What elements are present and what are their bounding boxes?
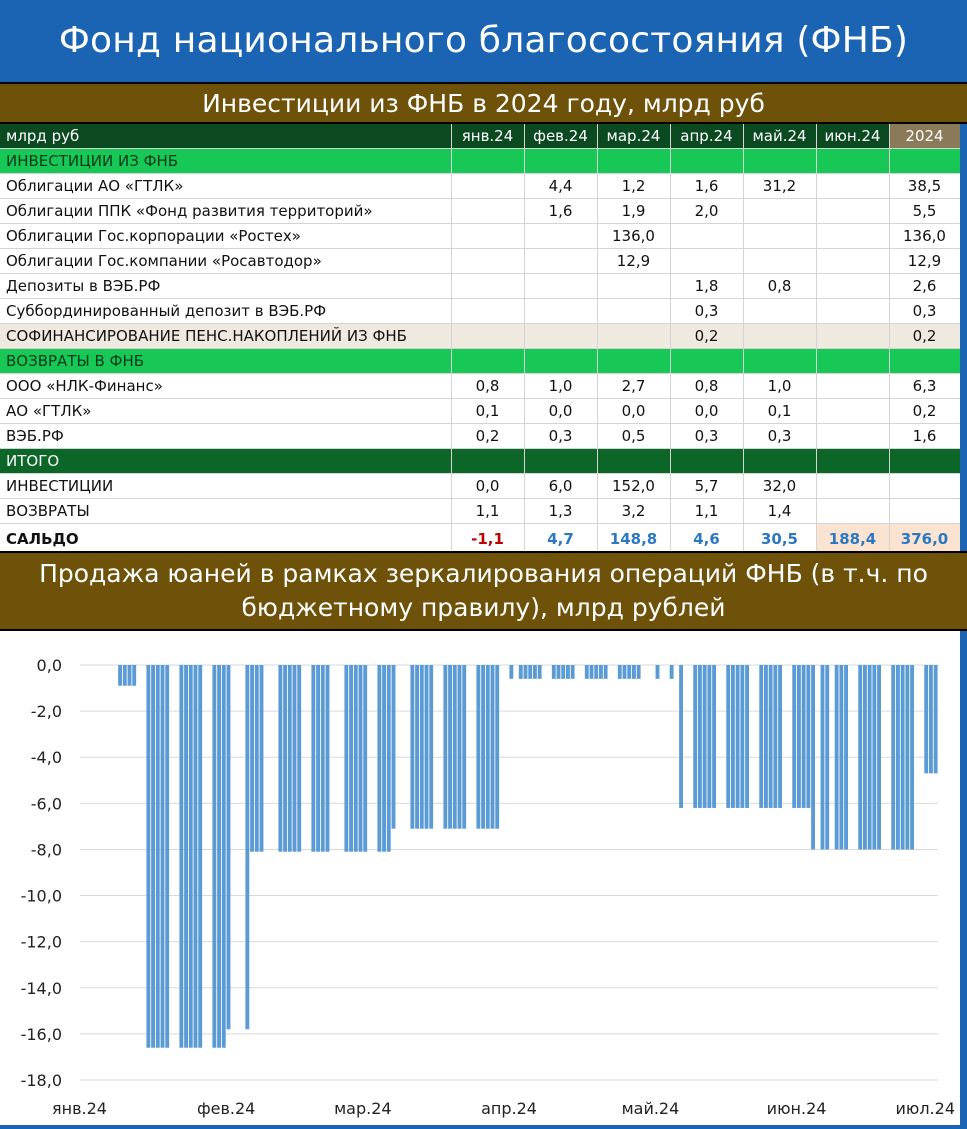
table-row — [0, 499, 960, 524]
bar — [212, 665, 216, 1048]
table-row-section — [0, 349, 960, 374]
column-header-month: апр.24 — [670, 124, 743, 149]
bar — [868, 665, 872, 849]
bar — [594, 665, 598, 679]
table-row — [0, 224, 960, 249]
bar — [858, 665, 862, 849]
bar — [288, 665, 292, 852]
bar — [773, 665, 777, 808]
bar — [528, 665, 532, 679]
table-cell: 1,1 — [451, 499, 524, 524]
bar — [561, 665, 565, 679]
chart-title: Продажа юаней в рамках зеркалирования операций ФНБ (в т.ч. по бюджетному правилу), млрд рублей — [0, 551, 967, 631]
table-cell — [524, 349, 597, 374]
table-cell — [451, 224, 524, 249]
bar — [707, 665, 711, 808]
bar — [764, 665, 768, 808]
y-tick-label: -4,0 — [30, 748, 62, 768]
bar — [297, 665, 301, 852]
bar — [123, 665, 127, 686]
bar — [198, 665, 202, 1048]
table-cell: 1,6 — [524, 199, 597, 224]
table-cell — [451, 324, 524, 349]
bar — [863, 665, 867, 849]
row-label: ИНВЕСТИЦИИ ИЗ ФНБ — [0, 149, 451, 174]
row-label: ООО «НЛК-Финанс» — [0, 374, 451, 399]
table-cell: 136,0 — [597, 224, 670, 249]
bar — [283, 665, 287, 852]
bar — [679, 665, 683, 808]
table-cell: 5,5 — [889, 199, 960, 224]
table-row — [0, 399, 960, 424]
table-cell: 1,6 — [670, 174, 743, 199]
table-cell — [743, 224, 816, 249]
table-cell: 2,0 — [670, 199, 743, 224]
table-cell — [451, 299, 524, 324]
bar — [250, 665, 254, 852]
table-cell: 1,4 — [743, 499, 816, 524]
table-cell: -1,1 — [451, 524, 524, 552]
bar — [571, 665, 575, 679]
bar — [458, 665, 462, 829]
table-cell: 0,3 — [670, 299, 743, 324]
table-cell — [597, 274, 670, 299]
table-cell — [816, 474, 889, 499]
row-label: Облигации Гос.компании «Росавтодор» — [0, 249, 451, 274]
row-label: ВОЗВРАТЫ — [0, 499, 451, 524]
bar — [217, 665, 221, 1048]
table-cell — [524, 224, 597, 249]
bar — [179, 665, 183, 1048]
bar — [632, 665, 636, 679]
table-cell: 0,3 — [524, 424, 597, 449]
x-tick-label: янв.24 — [52, 1099, 107, 1118]
table-cell — [524, 249, 597, 274]
bar — [278, 665, 282, 852]
bar — [151, 665, 155, 1048]
bar — [604, 665, 608, 679]
bar — [552, 665, 556, 679]
y-tick-label: -14,0 — [20, 978, 62, 998]
bar — [524, 665, 528, 679]
bar — [896, 665, 900, 849]
table-row — [0, 474, 960, 499]
bar — [344, 665, 348, 852]
bar — [731, 665, 735, 808]
bar — [811, 665, 815, 849]
column-header-month: июн.24 — [816, 124, 889, 149]
table-cell — [816, 399, 889, 424]
table-cell — [743, 299, 816, 324]
page-title: Фонд национального благосостояния (ФНБ) — [58, 19, 909, 61]
bar — [486, 665, 490, 829]
table-cell: 0,1 — [451, 399, 524, 424]
table-cell: 376,0 — [889, 524, 960, 552]
column-header-month: май.24 — [743, 124, 816, 149]
bar — [222, 665, 226, 1048]
y-tick-label: -16,0 — [20, 1024, 62, 1044]
bar — [797, 665, 801, 808]
table-cell: 0,3 — [743, 424, 816, 449]
table-cell — [816, 274, 889, 299]
bar — [326, 665, 330, 852]
bar — [293, 665, 297, 852]
table-cell: 6,0 — [524, 474, 597, 499]
bar — [519, 665, 523, 679]
table-cell: 0,0 — [451, 474, 524, 499]
bar — [165, 665, 169, 1048]
investments-table — [0, 124, 960, 551]
table-cell: 1,6 — [889, 424, 960, 449]
bar — [712, 665, 716, 808]
table-cell: 2,6 — [889, 274, 960, 299]
bar — [128, 665, 132, 686]
table-cell — [597, 449, 670, 474]
table-cell — [451, 274, 524, 299]
bar — [618, 665, 622, 679]
table-row — [0, 199, 960, 224]
bar — [533, 665, 537, 679]
bar — [429, 665, 433, 829]
bar — [349, 665, 353, 852]
x-tick-label: май.24 — [621, 1099, 680, 1118]
table-cell: 4,6 — [670, 524, 743, 552]
yuan-sales-chart — [0, 631, 960, 1125]
bar — [839, 665, 843, 849]
bar — [194, 665, 198, 1048]
bar — [491, 665, 495, 829]
table-cell — [816, 149, 889, 174]
bar — [835, 665, 839, 849]
bar — [420, 665, 424, 829]
row-label: ИНВЕСТИЦИИ — [0, 474, 451, 499]
table-cell: 0,3 — [889, 299, 960, 324]
table-cell — [889, 349, 960, 374]
table-cell — [451, 349, 524, 374]
table-cell — [670, 349, 743, 374]
table-cell: 0,8 — [670, 374, 743, 399]
bar — [443, 665, 447, 829]
bar — [118, 665, 122, 686]
column-header-month: фев.24 — [524, 124, 597, 149]
table-cell: 0,2 — [670, 324, 743, 349]
bar — [825, 665, 829, 849]
bar — [410, 665, 414, 829]
row-label: СОФИНАНСИРОВАНИЕ ПЕНС.НАКОПЛЕНИЙ ИЗ ФНБ — [0, 324, 451, 349]
bar — [778, 665, 782, 808]
bar — [146, 665, 150, 1048]
bar — [929, 665, 933, 773]
table-cell: 0,2 — [889, 324, 960, 349]
table-row — [0, 274, 960, 299]
table-cell: 3,2 — [597, 499, 670, 524]
table-cell: 1,0 — [743, 374, 816, 399]
bar — [453, 665, 457, 829]
column-header-label: млрд руб — [0, 124, 451, 149]
table-cell — [743, 199, 816, 224]
table-cell: 1,0 — [524, 374, 597, 399]
bar — [462, 665, 466, 829]
table-cell: 148,8 — [597, 524, 670, 552]
y-tick-label: -10,0 — [20, 886, 62, 906]
column-header-month: янв.24 — [451, 124, 524, 149]
table-cell — [816, 449, 889, 474]
table-cell: 12,9 — [597, 249, 670, 274]
table-cell — [451, 149, 524, 174]
table-row-highlight — [0, 324, 960, 349]
table-cell: 188,4 — [816, 524, 889, 552]
table-cell — [743, 149, 816, 174]
table-cell — [816, 174, 889, 199]
y-tick-label: -18,0 — [20, 1071, 62, 1090]
table-cell — [670, 149, 743, 174]
table-cell — [743, 324, 816, 349]
bar — [637, 665, 641, 679]
bar — [740, 665, 744, 808]
table-cell: 0,8 — [451, 374, 524, 399]
bar — [448, 665, 452, 829]
bar — [415, 665, 419, 829]
table-cell — [597, 149, 670, 174]
bar — [806, 665, 810, 808]
bar — [792, 665, 796, 808]
bar — [132, 665, 136, 686]
investments-table-container — [0, 124, 960, 551]
table-cell — [816, 249, 889, 274]
table-cell — [816, 299, 889, 324]
row-label: САЛЬДО — [0, 524, 451, 552]
bar — [901, 665, 905, 849]
table-cell — [816, 349, 889, 374]
bar — [656, 665, 660, 679]
table-cell — [524, 324, 597, 349]
bar — [599, 665, 603, 679]
bar — [736, 665, 740, 808]
bar — [392, 665, 396, 829]
bar — [627, 665, 631, 679]
table-cell: 4,4 — [524, 174, 597, 199]
table-cell — [597, 324, 670, 349]
table-cell — [451, 174, 524, 199]
bar — [509, 665, 513, 679]
row-label: Облигации ППК «Фонд развития территорий» — [0, 199, 451, 224]
y-tick-label: -12,0 — [20, 932, 62, 952]
row-label: Депозиты в ВЭБ.РФ — [0, 274, 451, 299]
table-cell — [743, 449, 816, 474]
table-cell: 1,9 — [597, 199, 670, 224]
row-label: Облигации АО «ГТЛК» — [0, 174, 451, 199]
table-cell: 0,2 — [451, 424, 524, 449]
bar — [590, 665, 594, 679]
table-cell: 136,0 — [889, 224, 960, 249]
bar — [934, 665, 938, 773]
bar — [802, 665, 806, 808]
bar — [670, 665, 674, 679]
table-title: Инвестиции из ФНБ в 2024 году, млрд руб — [0, 82, 967, 124]
table-cell — [816, 499, 889, 524]
bar — [872, 665, 876, 849]
table-cell: 30,5 — [743, 524, 816, 552]
table-cell: 1,1 — [670, 499, 743, 524]
bar — [557, 665, 561, 679]
bar — [354, 665, 358, 852]
table-cell — [597, 349, 670, 374]
table-cell: 0,2 — [889, 399, 960, 424]
table-cell — [670, 249, 743, 274]
bar — [161, 665, 165, 1048]
bar — [387, 665, 391, 852]
x-tick-label: фев.24 — [196, 1099, 256, 1118]
bar — [184, 665, 188, 1048]
table-cell: 5,7 — [670, 474, 743, 499]
table-cell: 12,9 — [889, 249, 960, 274]
table-cell — [889, 449, 960, 474]
table-cell: 6,3 — [889, 374, 960, 399]
table-cell: 31,2 — [743, 174, 816, 199]
y-tick-label: 0,0 — [36, 656, 62, 675]
table-cell: 2,7 — [597, 374, 670, 399]
bar — [359, 665, 363, 852]
table-cell: 0,5 — [597, 424, 670, 449]
x-tick-label: июн.24 — [766, 1099, 827, 1118]
table-cell — [889, 474, 960, 499]
bar — [481, 665, 485, 829]
bar — [726, 665, 730, 808]
bar — [363, 665, 367, 852]
bar — [311, 665, 315, 852]
bar — [703, 665, 707, 808]
table-cell — [743, 349, 816, 374]
table-cell: 152,0 — [597, 474, 670, 499]
bar — [905, 665, 909, 849]
table-cell — [670, 224, 743, 249]
bar — [759, 665, 763, 808]
table-cell — [524, 149, 597, 174]
bar — [566, 665, 570, 679]
table-cell — [597, 299, 670, 324]
column-header-year: 2024 — [889, 124, 960, 149]
table-cell: 32,0 — [743, 474, 816, 499]
x-tick-label: июл.24 — [895, 1099, 955, 1118]
table-cell: 0,8 — [743, 274, 816, 299]
y-tick-label: -6,0 — [30, 794, 62, 814]
bar — [698, 665, 702, 808]
table-cell — [451, 249, 524, 274]
table-cell: 1,8 — [670, 274, 743, 299]
bar — [260, 665, 264, 852]
bar — [156, 665, 160, 1048]
table-cell — [816, 374, 889, 399]
table-cell — [816, 199, 889, 224]
y-tick-label: -8,0 — [30, 840, 62, 860]
bar — [316, 665, 320, 852]
row-label: ИТОГО — [0, 449, 451, 474]
table-cell — [816, 424, 889, 449]
table-cell: 38,5 — [889, 174, 960, 199]
bar — [245, 665, 249, 1029]
bar — [495, 665, 499, 829]
table-cell — [816, 324, 889, 349]
row-label: ВОЗВРАТЫ В ФНБ — [0, 349, 451, 374]
table-cell: 4,7 — [524, 524, 597, 552]
row-label: Облигации Гос.корпорации «Ростех» — [0, 224, 451, 249]
table-row-saldo — [0, 524, 960, 552]
table-row-section — [0, 149, 960, 174]
table-row — [0, 299, 960, 324]
bar — [844, 665, 848, 849]
table-cell: 0,0 — [524, 399, 597, 424]
bar — [538, 665, 542, 679]
bar — [227, 665, 231, 1029]
table-row — [0, 424, 960, 449]
bar — [321, 665, 325, 852]
bar — [769, 665, 773, 808]
table-cell — [743, 249, 816, 274]
bar — [382, 665, 386, 852]
table-cell — [451, 449, 524, 474]
table-row-section-dark — [0, 449, 960, 474]
y-tick-label: -2,0 — [30, 702, 62, 722]
table-cell — [889, 149, 960, 174]
table-row — [0, 374, 960, 399]
table-cell: 0,0 — [597, 399, 670, 424]
table-cell: 0,1 — [743, 399, 816, 424]
bar — [585, 665, 589, 679]
bar — [910, 665, 914, 849]
x-tick-label: мар.24 — [334, 1099, 392, 1118]
table-cell: 1,3 — [524, 499, 597, 524]
bar — [476, 665, 480, 829]
table-cell — [451, 199, 524, 224]
x-tick-label: апр.24 — [481, 1099, 537, 1118]
row-label: АО «ГТЛК» — [0, 399, 451, 424]
table-row — [0, 249, 960, 274]
column-header-month: мар.24 — [597, 124, 670, 149]
table-header-row — [0, 124, 960, 149]
chart-container — [0, 631, 960, 1125]
row-label: Суббординированный депозит в ВЭБ.РФ — [0, 299, 451, 324]
bar — [891, 665, 895, 849]
table-cell: 0,3 — [670, 424, 743, 449]
table-cell — [670, 449, 743, 474]
bar — [745, 665, 749, 808]
bar — [821, 665, 825, 849]
table-cell — [524, 299, 597, 324]
bar — [425, 665, 429, 829]
table-cell: 1,2 — [597, 174, 670, 199]
table-row — [0, 174, 960, 199]
table-cell: 0,0 — [670, 399, 743, 424]
table-cell — [524, 274, 597, 299]
table-cell — [524, 449, 597, 474]
bar — [877, 665, 881, 849]
bar — [255, 665, 259, 852]
table-cell — [889, 499, 960, 524]
bar — [189, 665, 193, 1048]
bar — [924, 665, 928, 773]
bar — [693, 665, 697, 808]
row-label: ВЭБ.РФ — [0, 424, 451, 449]
bar — [623, 665, 627, 679]
table-cell — [816, 224, 889, 249]
bar — [377, 665, 381, 852]
